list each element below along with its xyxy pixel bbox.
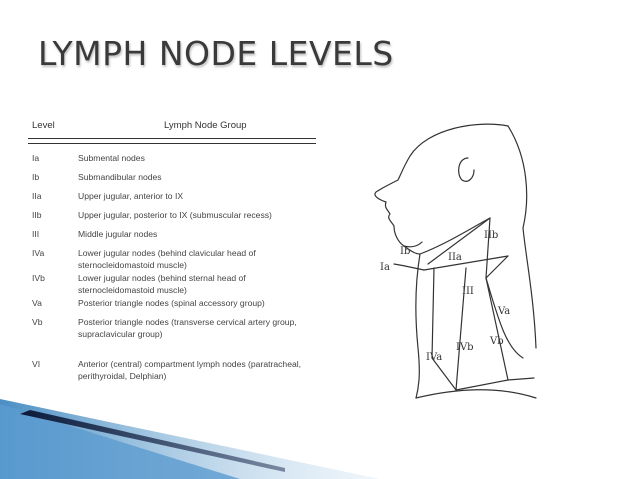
group-cell: Posterior triangle nodes (transverse cervical artery group, supraclavicular group) xyxy=(78,317,297,339)
level-cell: III xyxy=(32,229,40,239)
label-iva: IVa xyxy=(426,352,443,363)
group-cell: Submandibular nodes xyxy=(78,172,162,182)
group-cell: Lower jugular nodes (behind sternal head of sternocleidomastoid muscle) xyxy=(78,273,246,295)
group-cell: Submental nodes xyxy=(78,153,145,163)
label-iia: IIa xyxy=(448,252,462,263)
level-cell: IVb xyxy=(32,273,45,283)
label-ib: Ib xyxy=(400,246,411,257)
header-level: Level xyxy=(32,120,55,131)
group-cell: Upper jugular, anterior to IX xyxy=(78,191,184,201)
label-va: Va xyxy=(498,306,511,317)
level-cell: IIb xyxy=(32,210,42,220)
level-cell: Va xyxy=(32,298,42,308)
level-cell: Vb xyxy=(32,317,43,327)
level-cell: IVa xyxy=(32,248,45,258)
label-iib: IIb xyxy=(484,230,499,241)
group-cell: Posterior triangle nodes (spinal accessory group) xyxy=(78,298,265,308)
header-group: Lymph Node Group xyxy=(164,120,247,131)
group-cell: Upper jugular, posterior to IX (submuscular recess) xyxy=(78,210,272,220)
group-cell: Anterior (central) compartment lymph nodes (paratracheal, perithyroidal, Delphian) xyxy=(78,359,302,381)
label-vb: Vb xyxy=(490,336,504,347)
level-cell: Ib xyxy=(32,172,40,182)
level-cell: IIa xyxy=(32,191,42,201)
label-ia: Ia xyxy=(380,262,390,273)
label-ivb: IVb xyxy=(456,342,474,353)
level-cell: Ia xyxy=(32,153,40,163)
label-iii: III xyxy=(462,286,474,297)
level-cell: VI xyxy=(32,359,41,369)
group-cell: Lower jugular nodes (behind clavicular head of sternocleidomastoid muscle) xyxy=(78,248,256,270)
group-cell: Middle jugular nodes xyxy=(78,229,158,239)
slide-title: LYMPH NODE LEVELS xyxy=(38,34,394,73)
